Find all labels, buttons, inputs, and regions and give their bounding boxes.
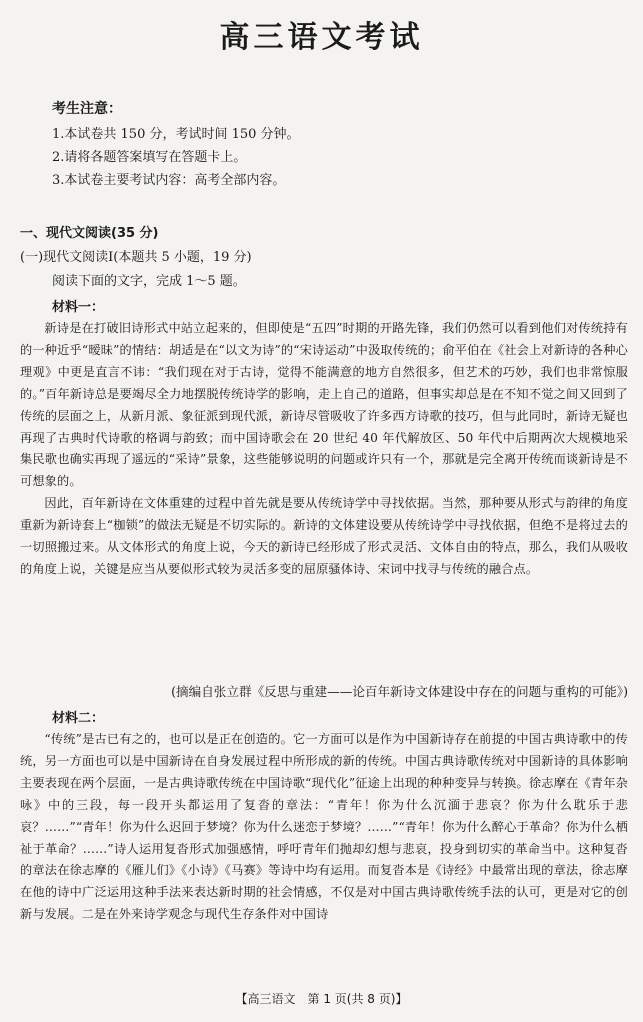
reading-instruction: 阅读下面的文字，完成 1～5 题。: [52, 274, 246, 289]
exam-notice: [52, 98, 612, 192]
material-body: [20, 729, 628, 926]
notice-item: 2.请将各题答案填写在答题卡上。: [52, 150, 247, 165]
notice-item: 3.本试卷主要考试内容：高考全部内容。: [52, 173, 286, 188]
paragraph: 新诗是在打破旧诗形式中站立起来的，但即使是“五四”时期的开路先锋，我们仍然可以看到他们对传统持有的一种近乎“暧昧”的情结：胡适是在“以文为诗”的“宋诗运动”中汲取传统的；俞平伯在《社会上对新诗的各种心理观》中更是直言不讳：“我们现在对于古诗，觉得不能满意的地方自然很多，但艺术的巧妙，我们也非常惊服的。”百年新诗总是要竭尽全力地摆脱传统诗学的影响，走上自己的道路，但事实却总是在不知不觉之间又回到了传统的层面之上，从新月派、象征派到现代派，新诗尽管吸收了许多西方诗歌的技巧，但与此同时，新诗无疑也再现了古典时代诗歌的格调与韵致；而中国诗歌会在 20 世纪 40 年代解放区、50 年代中后期两次大规模地采集民歌也确实再现了遥远的“采诗”景象，这些能够说明的问题或许只有一个，那就是完全离开传统而谈新诗是不可想象的。: [20, 321, 628, 489]
section-subheading: (一)现代文阅读Ⅰ(本题共 5 小题，19 分): [20, 250, 252, 265]
paragraph: “传统”是古已有之的，也可以是正在创造的。它一方面可以是作为中国新诗存在前提的中国古典诗歌中的传统，另一方面也可以是中国新诗在自身发展过程中所形成的新的传统。中国古典诗歌传统对中国新诗的具体影响主要表现在两个层面，一是古典诗歌传统在中国诗歌“现代化”征途上出现的种种变异与转换。徐志摩在《青年杂咏》中的三段，每一段开头都运用了复沓的章法：“青年！你为什么沉湎于悲哀？你为什么耽乐于悲哀？……”“青年！你为什么迟回于梦境？你为什么迷恋于梦境？……”“青年！你为什么醉心于革命？你为什么栖祉于革命？……”诗人运用复沓形式加强感情，呼吁青年们抛却幻想与悲哀，投身到切实的革命当中。这种复沓的章法在徐志摩的《雁儿们》《小诗》《马赛》等诗中均有运用。而复沓本是《诗经》中最常出现的章法，徐志摩在他的诗中广泛运用这种手法来表达新时期的社会情感，不仅是对中国古典诗歌传统手法的认可，更是对它的创新与发展。二是在外来诗学观念与现代生存条件对中国诗: [20, 732, 628, 922]
material-label: 材料一：: [52, 300, 105, 315]
page-title: 高三语文考试: [219, 20, 424, 55]
notice-item: 1.本试卷共 150 分，考试时间 150 分钟。: [52, 127, 300, 142]
notice-heading: 考生注意：: [52, 101, 122, 117]
material-label: 材料二：: [52, 711, 105, 726]
paragraph: 因此，百年新诗在文体重建的过程中首先就是要从传统诗学中寻找依据。当然，那种要从形式与韵律的角度重新为新诗套上“枷锁”的做法无疑是不切实际的。新诗的文体建设要从传统诗学中寻找依据，但绝不是将过去的一切照搬过来。从文体形式的角度上说，今天的新诗已经形成了形式灵活、文体自由的特点，那么，我们从吸收的角度上说，关键是应当从要似形式较为灵活多变的屈原骚体诗、宋词中找寻与传统的融合点。: [20, 496, 628, 576]
page-footer: 【高三语文 第 1 页(共 8 页)】: [235, 992, 408, 1006]
section-heading: 一、现代文阅读(35 分): [20, 226, 159, 241]
material-body: [20, 318, 628, 581]
source-citation: (摘编自张立群《反思与重建——论百年新诗文体建设中存在的问题与重构的可能》): [171, 684, 628, 699]
